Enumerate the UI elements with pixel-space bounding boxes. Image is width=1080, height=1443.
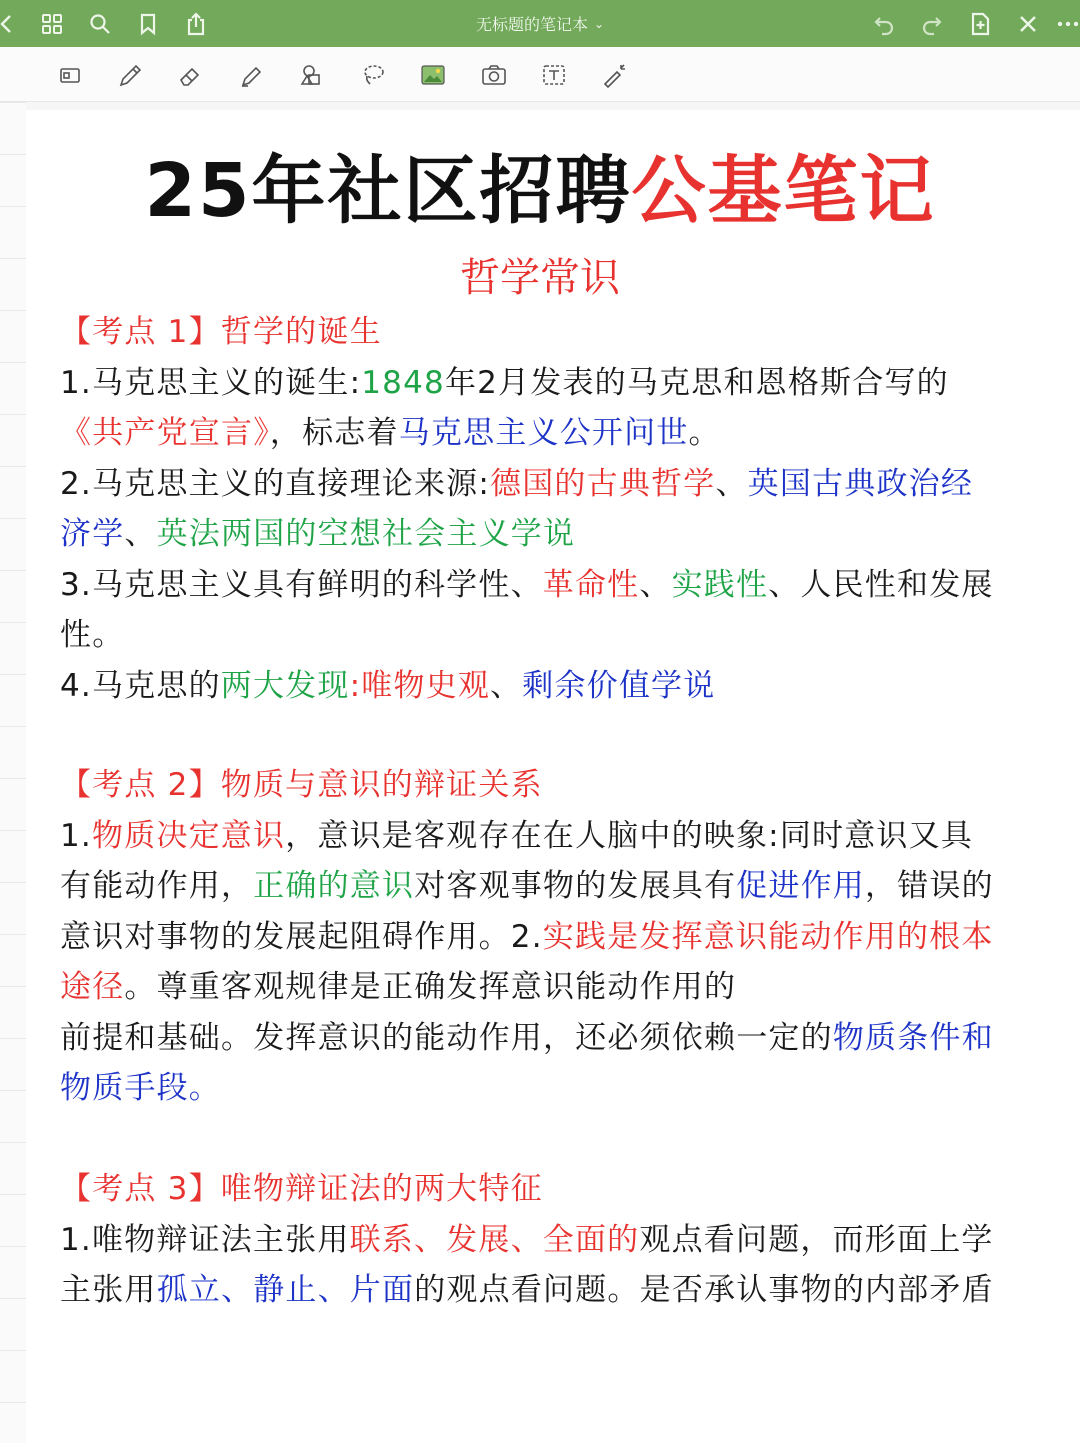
- lasso-icon[interactable]: [356, 59, 390, 91]
- text-red: :唯物史观: [349, 667, 491, 704]
- eraser-icon[interactable]: [173, 59, 207, 91]
- text-blue: 促进作用: [736, 868, 866, 904]
- text: 1.唯物辩证法主张用: [60, 1221, 350, 1258]
- section-3-line-2: [60, 1265, 1040, 1316]
- document-title-red: 公基笔记: [631, 148, 936, 234]
- text: 前提和基础。发挥意识的能动作用，还必须依赖一定的: [60, 1019, 833, 1056]
- section-2-line-1: [60, 811, 1040, 862]
- text: 、: [639, 566, 672, 603]
- text: 观点看问题，而形面上学: [639, 1221, 994, 1258]
- text-blue: 物质条件和: [832, 1019, 994, 1056]
- page-background: [0, 102, 26, 1443]
- camera-icon[interactable]: [477, 59, 511, 91]
- lasso-select-icon[interactable]: [53, 59, 87, 91]
- laser-pointer-icon[interactable]: [597, 59, 631, 91]
- text-blue: 孤立、静止、片面: [156, 1272, 415, 1308]
- text-red: 物质决定意识: [91, 817, 286, 854]
- drawing-toolbar: [0, 47, 1080, 102]
- text: 1.: [60, 817, 92, 854]
- add-page-icon[interactable]: [960, 0, 1000, 47]
- text-red: 德国的古典哲学: [490, 465, 716, 502]
- text-red: 实践是发挥意识能动作用的根本: [542, 918, 994, 955]
- text: 对客观事物的发展具有: [414, 868, 737, 904]
- text: 有能动作用，: [60, 868, 254, 904]
- text: 主张用: [60, 1272, 157, 1308]
- text-green: 两大发现: [220, 667, 350, 704]
- text-blue: 英国古典政治经: [747, 465, 974, 502]
- text: 年2月发表的马克思和恩格斯合写的: [444, 364, 949, 401]
- section-2-line-4: [60, 962, 1040, 1013]
- notebook-title-text[interactable]: 无标题的笔记本: [475, 15, 588, 34]
- section-2-line-6: [60, 1063, 1040, 1114]
- text-red: 《共产党宣言》: [60, 415, 270, 451]
- text: 2.马克思主义的直接理论来源:: [60, 465, 491, 502]
- section-1-line-6: [60, 610, 1040, 661]
- text-red: 联系、发展、全面的: [349, 1221, 640, 1258]
- text-red: 途径: [60, 969, 125, 1005]
- text-green: 实践性: [671, 566, 769, 603]
- section-1-line-5: [60, 560, 1040, 611]
- image-icon[interactable]: [416, 59, 450, 91]
- text: 、: [124, 516, 157, 552]
- section-2: [60, 760, 1040, 1114]
- text: 、人民性和发展: [768, 566, 994, 603]
- section-1-line-2: [60, 408, 1040, 459]
- section-1-line-7: [60, 661, 1040, 712]
- chevron-down-icon[interactable]: ⌄: [593, 16, 605, 31]
- text-icon[interactable]: [537, 59, 571, 91]
- section-2-heading: 【考点 2】物质与意识的辩证关系: [60, 767, 543, 803]
- text-blue: 马克思主义公开问世: [398, 415, 689, 451]
- text-green: 正确的意识: [253, 868, 415, 904]
- section-1-line-1: [60, 358, 1040, 409]
- text: ，错误的: [865, 868, 994, 904]
- text: 性。: [60, 617, 125, 653]
- section-title: 哲学常识: [460, 255, 620, 301]
- shapes-icon[interactable]: [295, 59, 329, 91]
- document-title: [0, 132, 1080, 234]
- text: ，标志着: [269, 415, 399, 451]
- section-2-line-5: [60, 1013, 1040, 1064]
- text-green: 1848: [361, 364, 445, 401]
- section-1-line-4: [60, 509, 1040, 560]
- pen-icon[interactable]: [113, 59, 147, 91]
- section-2-line-2: [60, 861, 1040, 912]
- text-blue: 剩余价值学说: [522, 667, 716, 704]
- text: 、: [490, 667, 523, 704]
- section-1: [60, 307, 1040, 711]
- text-blue: 济学: [60, 516, 125, 552]
- section-1-heading: 【考点 1】哲学的诞生: [60, 314, 382, 350]
- text: 。尊重客观规律是正确发挥意识能动作用的: [124, 969, 737, 1005]
- text-green: 英法两国的空想社会主义学说: [156, 516, 576, 552]
- undo-icon[interactable]: [864, 0, 904, 47]
- text: 。: [688, 415, 721, 451]
- text: 3.马克思主义具有鲜明的科学性、: [60, 566, 543, 603]
- text: 4.马克思的: [60, 667, 221, 704]
- text-red: 革命性: [542, 566, 640, 603]
- text-blue: 物质手段。: [60, 1070, 221, 1106]
- more-icon[interactable]: [1052, 0, 1080, 47]
- section-2-line-3: [60, 912, 1040, 963]
- redo-icon[interactable]: [912, 0, 952, 47]
- text: 1.马克思主义的诞生:: [60, 364, 362, 401]
- text: 意识对事物的发展起阻碍作用。2.: [60, 918, 543, 955]
- text: ，意识是客观存在在人脑中的映象:同时意识又具: [285, 817, 974, 854]
- text: 的观点看问题。是否承认事物的内部矛盾: [414, 1272, 994, 1308]
- section-3-line-1: [60, 1215, 1040, 1266]
- text: 、: [715, 465, 748, 502]
- section-1-line-3: [60, 459, 1040, 510]
- section-3: [60, 1164, 1040, 1316]
- document-title-black: 25年社区招聘: [144, 148, 632, 234]
- section-3-heading: 【考点 3】唯物辩证法的两大特征: [60, 1171, 543, 1207]
- close-icon[interactable]: [1008, 0, 1048, 47]
- highlighter-icon[interactable]: [234, 59, 268, 91]
- top-app-bar: [0, 0, 1080, 47]
